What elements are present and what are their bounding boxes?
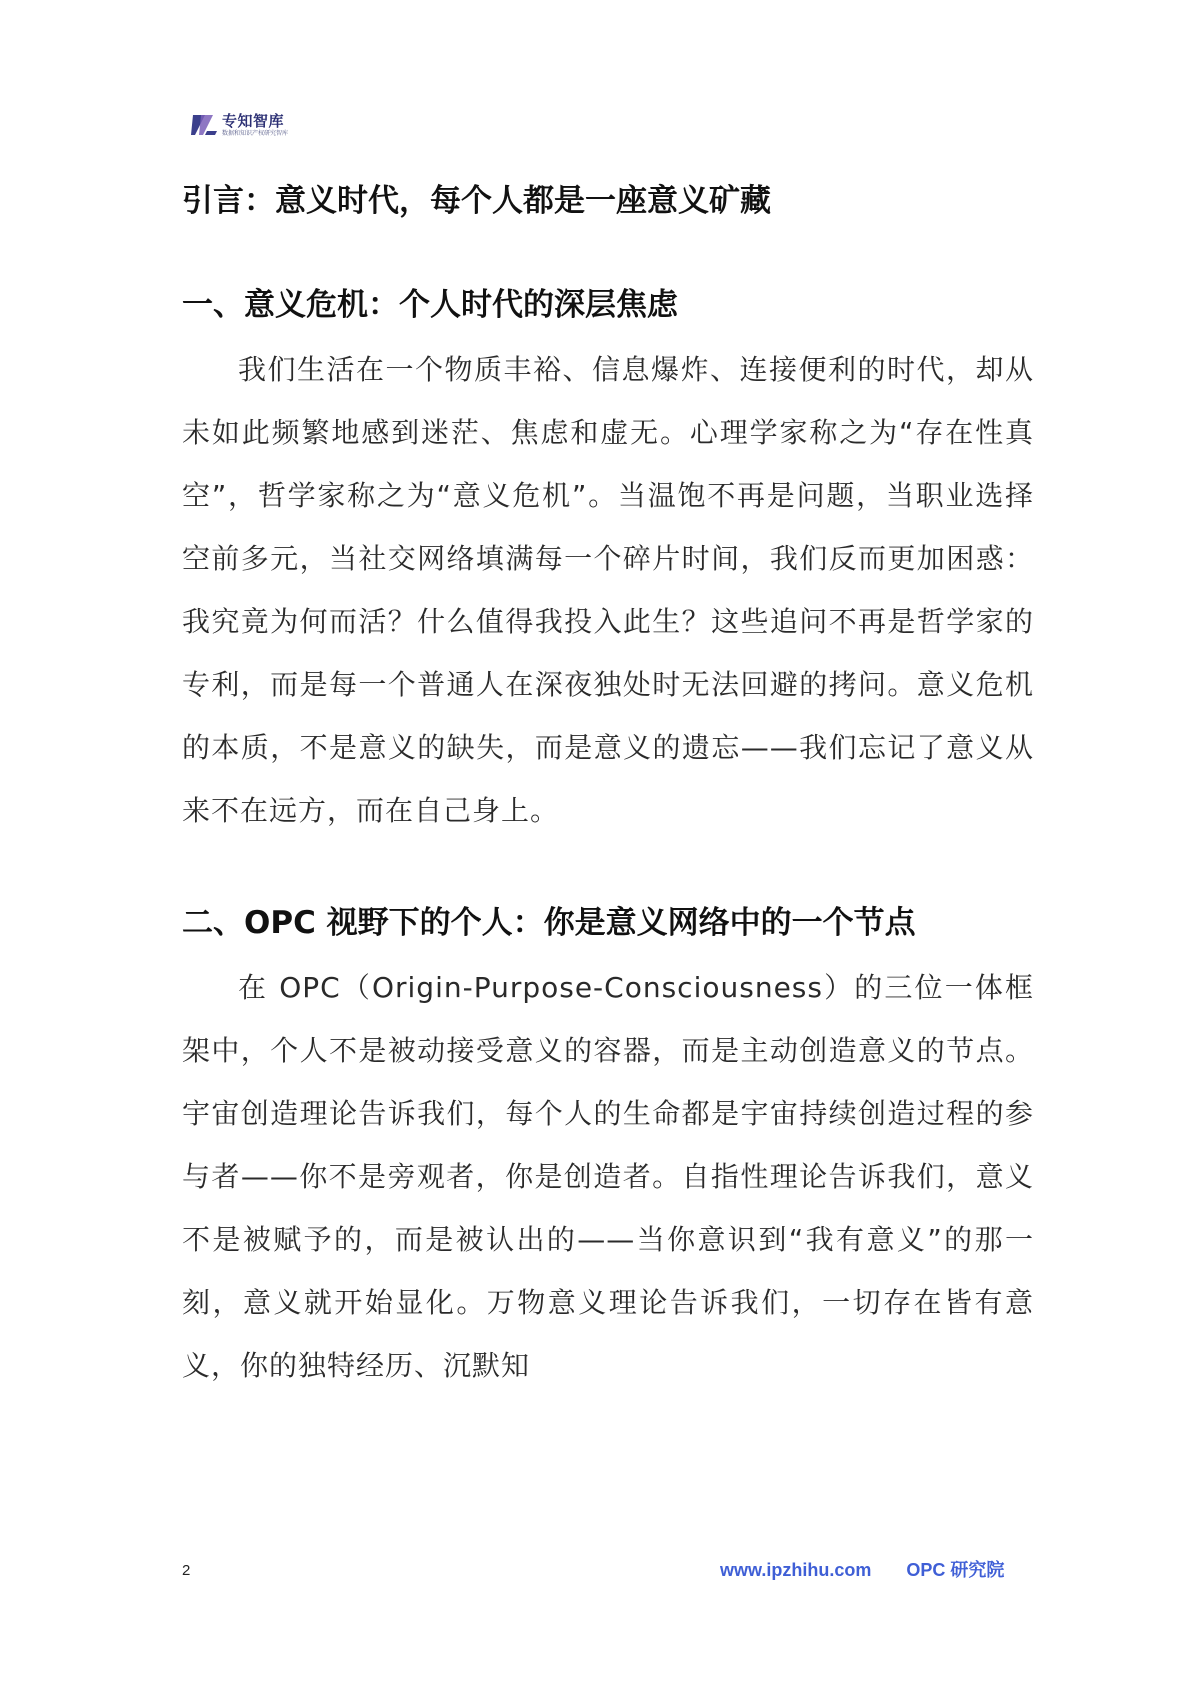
zhuanzhi-logo-icon [190,111,218,139]
logo-name: 专知智库 [222,111,285,130]
section-1-title: 一、意义危机：个人时代的深层焦虑 [182,287,678,323]
section-2-title: 二、OPC 视野下的个人：你是意义网络中的一个节点 [182,905,916,941]
header-logo [190,108,288,142]
footer-info [720,1556,1004,1582]
footer-website-link[interactable]: www.ipzhihu.com [720,1560,872,1580]
document-body [182,176,1034,1397]
page-number: 2 [182,1562,191,1579]
intro-title: 引言：意义时代，每个人都是一座意义矿藏 [182,183,771,219]
section-2-body: 在 OPC（Origin-Purpose-Consciousness）的三位一体框架中，个人不是被动接受意义的容器，而是主动创造意义的节点。宇宙创造理论告诉我们，每个人的生命都是宇宙持续创造过程的参与者——你不是旁观者，你是创造者。自指性理论告诉我们，意义不是被赋予的，而是被认出的——当你意识到“我有意义”的那一刻，意义就开始显化。万物意义理论告诉我们，一切存在皆有意义，你的独特经历、沉默知 [182,971,1034,1382]
footer-org: OPC 研究院 [906,1560,1005,1580]
logo-tagline: 数据和知识产权研究智库 [222,129,289,137]
section-1-body: 我们生活在一个物质丰裕、信息爆炸、连接便利的时代，却从未如此频繁地感到迷茫、焦虑和虚无。心理学家称之为“存在性真空”，哲学家称之为“意义危机”。当温饱不再是问题，当职业选择空前多元，当社交网络填满每一个碎片时间，我们反而更加困惑：我究竟为何而活？什么值得我投入此生？这些追问不再是哲学家的专利，而是每一个普通人在深夜独处时无法回避的拷问。意义危机的本质，不是意义的缺失，而是意义的遗忘——我们忘记了意义从来不在远方，而在自己身上。 [182,353,1034,827]
